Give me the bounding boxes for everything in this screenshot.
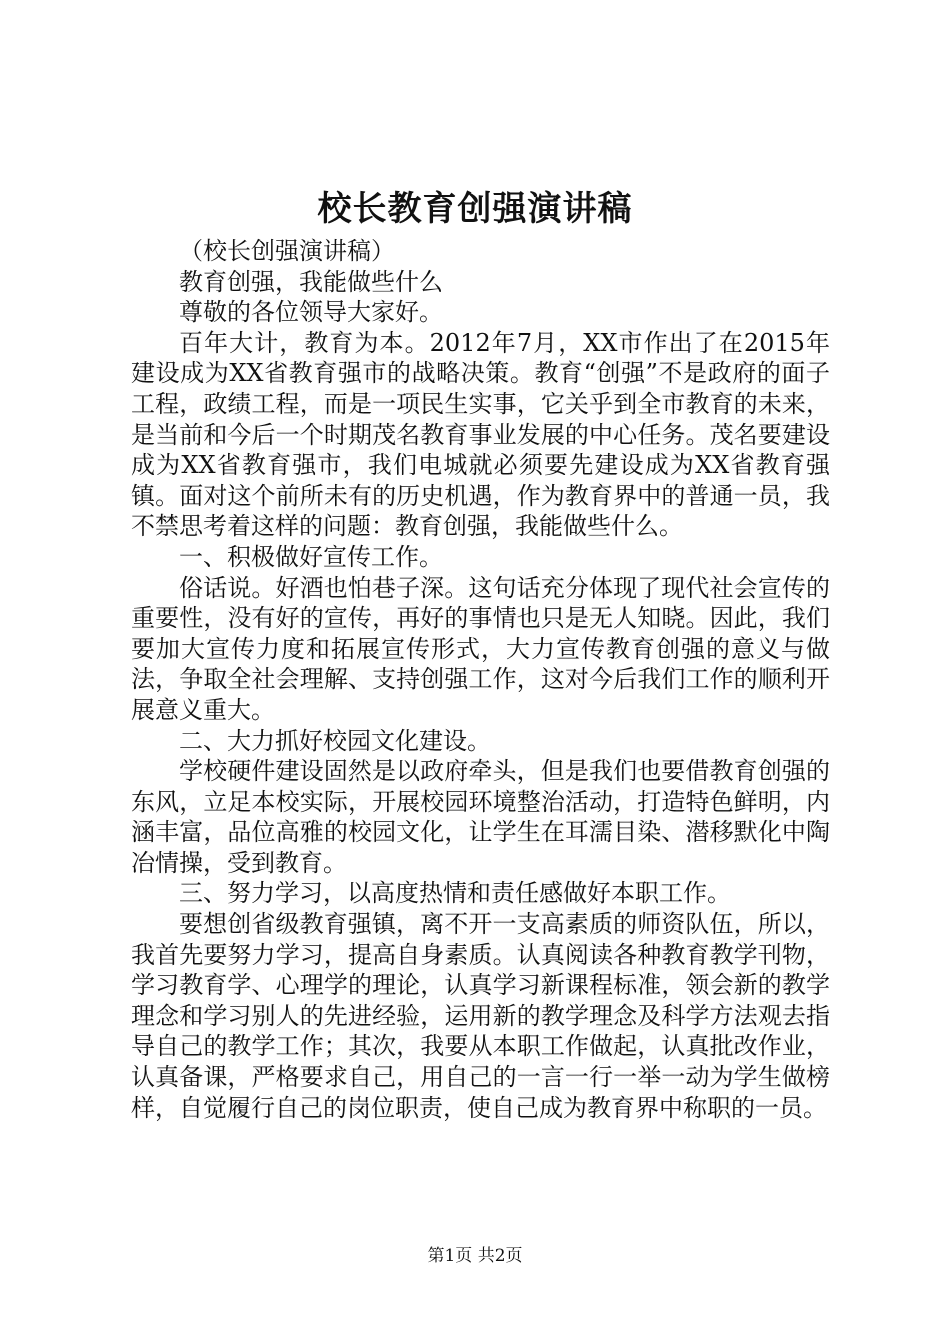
body-paragraph: 俗话说。好酒也怕巷子深。这句话充分体现了现代社会宣传的重要性，没有好的宣传，再好的事情也只是无人知晓。因此，我们要加大宣传力度和拓展宣传形式，大力宣传教育创强的意义与做法，争取全社会理解、支持创强工作，这对今后我们工作的顺利开展意义重大。 xyxy=(131,573,830,724)
document-title: 校长教育创强演讲稿 xyxy=(317,189,633,229)
subtitle-paragraph: （校长创强演讲稿） xyxy=(179,237,395,265)
body-paragraph: 要想创省级教育强镇，离不开一支高素质的师资队伍，所以，我首先要努力学习，提高自身素质。认真阅读各种教育教学刊物，学习教育学、心理学的理论，认真学习新课程标准，领会新的教学理念和学习别人的先进经验，运用新的教学理念及科学方法观去指导自己的教学工作；其次，我要从本职工作做起，认真批改作业，认真备课，严格要求自己，用自己的一言一行一举一动为学生做榜样，自觉履行自己的岗位职责，使自己成为教育界中称职的一员。 xyxy=(131,910,830,1122)
page-number-footer: 第1页 共2页 xyxy=(427,1246,523,1266)
greeting-paragraph: 尊敬的各位领导大家好。 xyxy=(179,298,443,327)
document-body xyxy=(131,236,830,1123)
heading-paragraph: 教育创强，我能做些什么 xyxy=(179,267,443,296)
section-heading: 三、努力学习，以高度热情和责任感做好本职工作。 xyxy=(179,879,731,908)
body-paragraph: 百年大计，教育为本。2012年7月，XX市作出了在2015年建设成为XX省教育强市的战略决策。教育“创强”不是政府的面子工程，政绩工程，而是一项民生实事，它关乎到全市教育的未来，是当前和今后一个时期茂名教育事业发展的中心任务。茂名要建设成为XX省教育强市，我们电城就必须要先建设成为XX省教育强镇。面对这个前所未有的历史机遇，作为教育界中的普通一员，我不禁思考着这样的问题：教育创强，我能做些什么。 xyxy=(131,328,830,541)
section-heading: 一、积极做好宣传工作。 xyxy=(179,542,443,571)
body-paragraph: 学校硬件建设固然是以政府牵头，但是我们也要借教育创强的东风，立足本校实际，开展校园环境整治活动，打造特色鲜明，内涵丰富，品位高雅的校园文化，让学生在耳濡目染、潜移默化中陶冶情操，受到教育。 xyxy=(131,757,830,877)
section-heading: 二、大力抓好校园文化建设。 xyxy=(179,726,491,755)
